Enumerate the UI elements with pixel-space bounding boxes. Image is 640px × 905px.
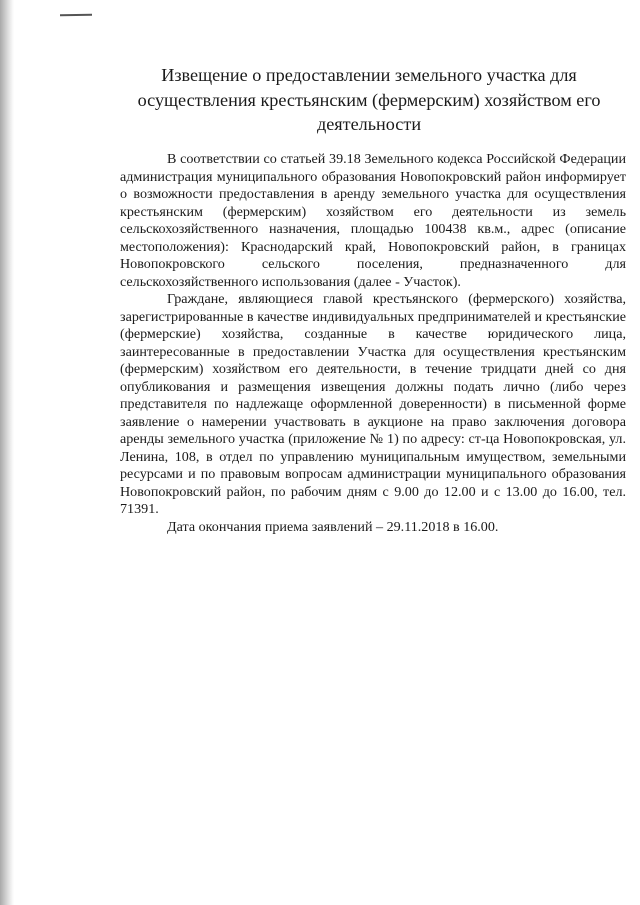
document-body [120, 151, 626, 536]
scan-mark [60, 14, 92, 17]
scan-shadow-edge [0, 0, 14, 905]
document-title: Извещение о предоставлении земельного участка для осуществления крестьянским (фермерским) хозяйством его деятельности [137, 65, 601, 134]
paragraph-legal-basis: В соответствии со статьей 39.18 Земельного кодекса Российской Федерации администрация муниципального образования Новопокровский район информирует о возможности предоставления в аренду земельного участка для осуществления крестьянским (фермерским) хозяйством его деятельности из земель сельскохозяйственного назначения, площадью 100438 кв.м., адрес (описание местоположения): Краснодарский край, Новопокровский район, в границах Новопокровского сельского поселения, предназначенного для сельскохозяйственного использования (далее - Участок). [120, 151, 626, 290]
paragraph-application-terms: Граждане, являющиеся главой крестьянского (фермерского) хозяйства, зарегистрированные в качестве индивидуальных предпринимателей и крестьянские (фермерские) хозяйства, созданные в качестве юридического лица, заинтересованные в предоставлении Участка для осуществления крестьянским (фермерским) хозяйством его деятельности, в течение тридцати дней со дня опубликования и размещения извещения должны подать лично (либо через представителя по надлежаще оформленной доверенности) в письменной форме заявление о намерении участвовать в аукционе на право заключения договора аренды земельного участка (приложение № 1) по адресу: ст-ца Новопокровская, ул. Ленина, 108, в отдел по управлению муниципальным имуществом, земельными ресурсами и по правовым вопросам администрации муниципального образования Новопокровский район, по рабочим дням с 9.00 до 12.00 и с 13.00 до 16.00, тел. 71391. [120, 291, 626, 517]
deadline-line: Дата окончания приема заявлений – 29.11.2018 в 16.00. [167, 518, 499, 535]
